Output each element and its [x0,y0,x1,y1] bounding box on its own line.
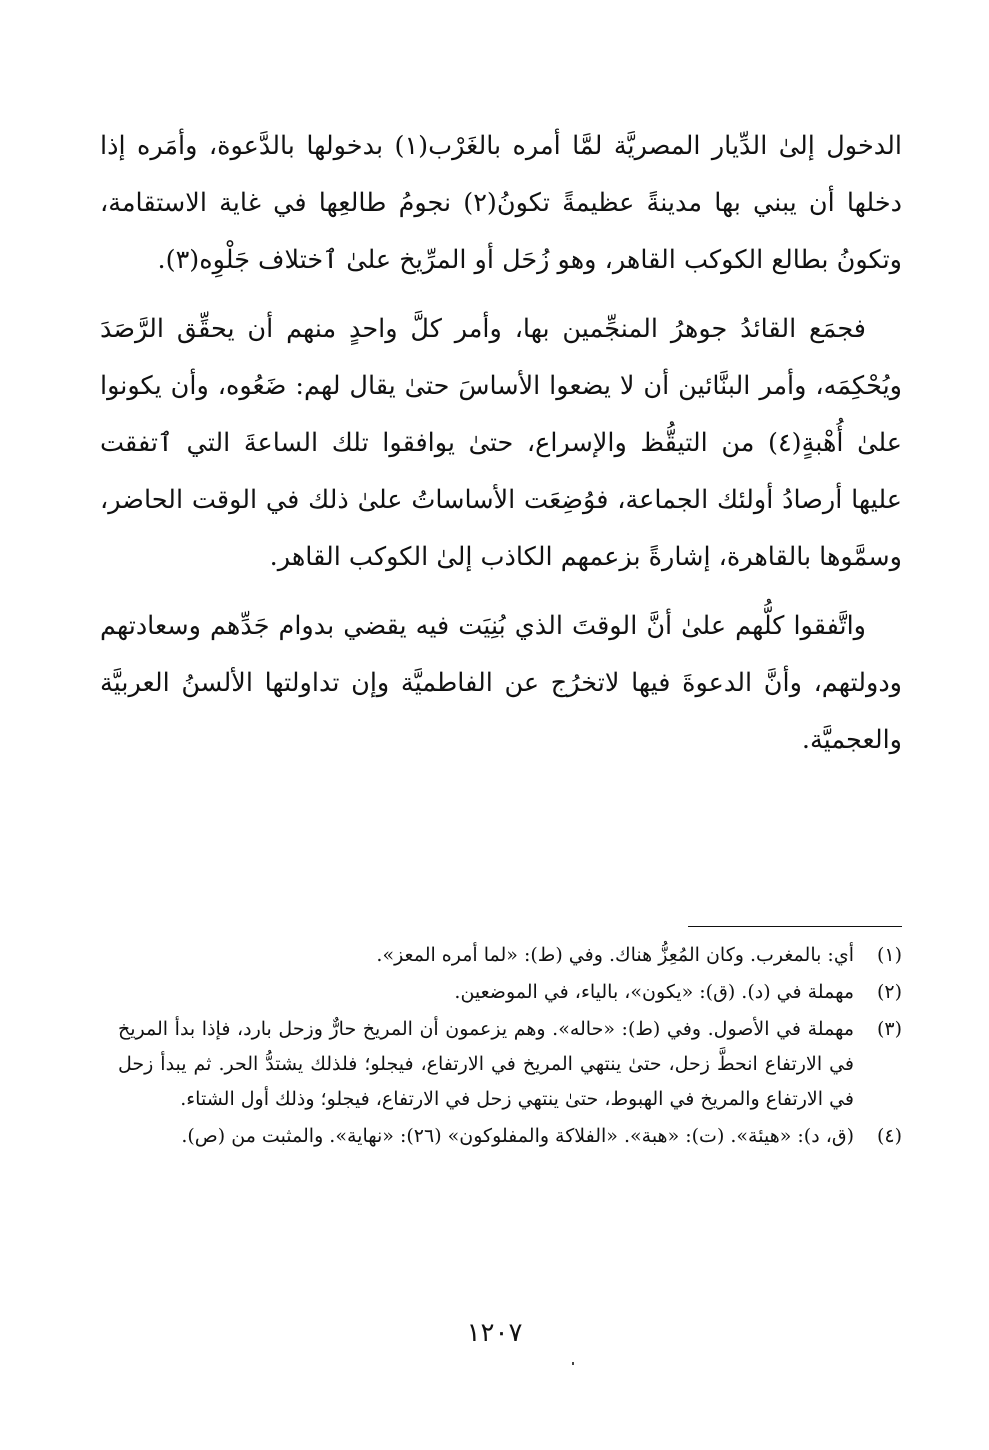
footnote-1 [118,938,902,973]
footnote-2 [118,975,902,1010]
paragraph-1: الدخول إلىٰ الدِّيار المصريَّة لمَّا أمره بالغَرْب(١) بدخولها بالدَّعوة، وأمَره إذا دخلها أن يبني بها مدينةً عظيمةً تكونُ(٢) نجومُ طالعِها في غاية الاستقامة، وتكونُ بطالع الكوكب القاهر، وهو زُحَل أو المرِّيخ علىٰ ٱختلاف جَلْوِه(٣). [100,131,902,275]
footnote-number: (٢) [876,981,902,1003]
paragraph-2: فجمَع القائدُ جوهرُ المنجِّمين بها، وأمر كلَّ واحدٍ منهم أن يحقِّق الرَّصَدَ ويُحْكِمَه، وأمر البنَّائين أن لا يضعوا الأساسَ حتىٰ يقال لهم: ضَعُوه، وأن يكونوا علىٰ أُهْبةٍ(٤) من التيقُّظ والإسراع، حتىٰ يوافقوا تلك الساعةَ التي ٱتفقت عليها أرصادُ أولئك الجماعة، فوُضِعَت الأساساتُ علىٰ ذلك في الوقت الحاضر، وسمَّوها بالقاهرة، إشارةً بزعمهم الكاذب إلىٰ الكوكب القاهر. [100,314,902,572]
footnote-number: (٣) [876,1018,902,1040]
footnote-3 [118,1012,902,1117]
footnote-text: مهملة في الأصول. وفي (ط): «حاله». وهم يزعمون أن المريخ حارٌّ وزحل بارد، فإذا بدأ المريخ في الارتفاع انحطَّ زحل، حتىٰ ينتهي المريخ في الارتفاع، فيجلو؛ فلذلك يشتدُّ الحر. ثم يبدأ زحل في الارتفاع والمريخ في الهبوط، حتىٰ ينتهي زحل في الارتفاع، فيجلو؛ وذلك أول الشتاء. [118,1018,854,1110]
main-text [100,118,902,781]
footnote-4 [118,1119,902,1154]
page-number: ١٢٠٧ [466,1318,523,1348]
paragraph-3: واتَّفقوا كلُّهم علىٰ أنَّ الوقتَ الذي بُنِيَت فيه يقضي بدوام جَدِّهم وسعادتهم ودولتهم، وأنَّ الدعوةَ فيها لاتخرُج عن الفاطميَّة وإن تداولتها الألسنُ العربيَّة والعجميَّة. [100,611,902,755]
footnote-text: مهملة في (د). (ق): «يكون»، بالياء، في الموضعين. [454,981,854,1003]
footnote-number: (١) [876,944,902,966]
footnotes [118,938,902,1156]
print-speck [572,1362,574,1365]
footnote-number: (٤) [876,1125,902,1147]
footnote-text: (ق، د): «هيئة». (ت): «هبة». «الفلاكة والمفلوكون» (٢٦): «نهاية». والمثبت من (ص). [181,1125,854,1147]
footnote-text: أي: بالمغرب. وكان المُعِزُّ هناك. وفي (ط): «لما أمره المعز». [376,944,854,966]
footnote-separator [688,926,902,927]
